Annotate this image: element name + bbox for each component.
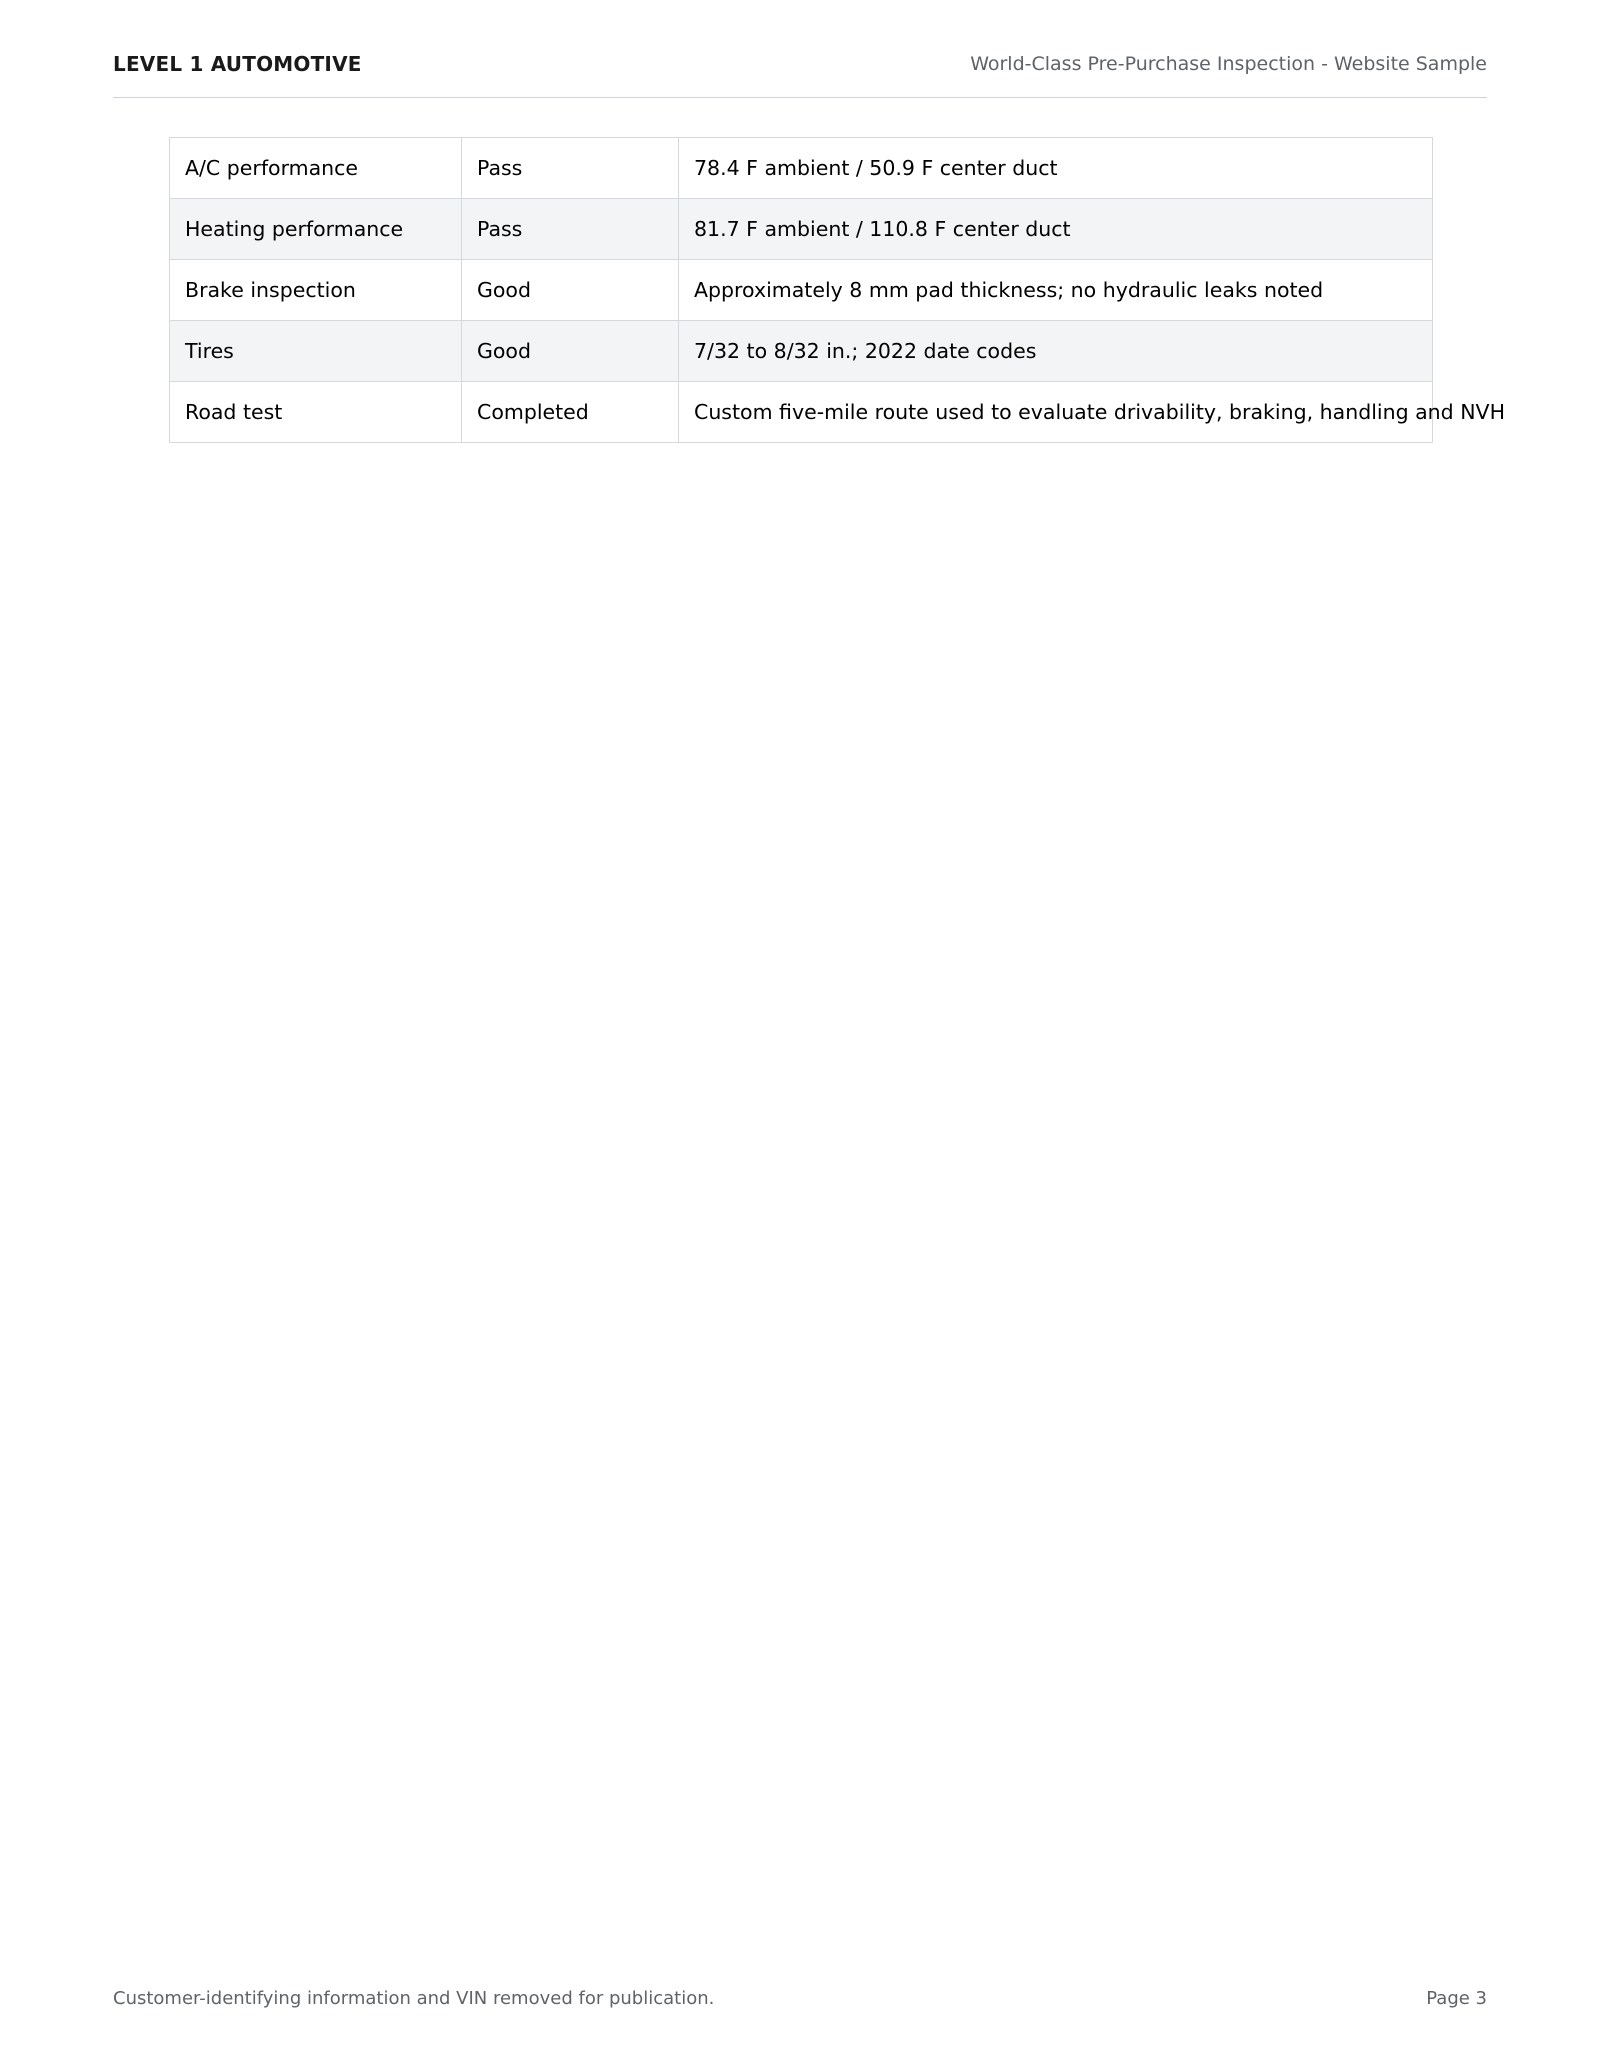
publication-note: Customer-identifying information and VIN removed for publication.	[113, 1988, 715, 2009]
brand-name: LEVEL 1 AUTOMOTIVE	[113, 52, 362, 76]
notes-cell: 7/32 to 8/32 in.; 2022 date codes	[679, 321, 1433, 382]
item-cell: Road test	[170, 382, 462, 443]
page-footer	[113, 1987, 1487, 2011]
result-cell: Good	[462, 321, 679, 382]
page-number: Page 3	[1426, 1988, 1487, 2009]
result-cell: Completed	[462, 382, 679, 443]
result-cell: Good	[462, 260, 679, 321]
table-row	[170, 321, 1433, 382]
table-row	[170, 138, 1433, 199]
table-row	[170, 382, 1433, 443]
inspection-results-table	[169, 137, 1505, 443]
report-subtitle: World-Class Pre-Purchase Inspection - Website Sample	[970, 53, 1487, 75]
notes-cell: 78.4 F ambient / 50.9 F center duct	[679, 138, 1433, 199]
notes-cell: Custom five-mile route used to evaluate drivability, braking, handling and NVH	[679, 382, 1433, 443]
table-row	[170, 199, 1433, 260]
item-cell: Tires	[170, 321, 462, 382]
notes-cell: Approximately 8 mm pad thickness; no hydraulic leaks noted	[679, 260, 1433, 321]
item-cell: A/C performance	[170, 138, 462, 199]
result-cell: Pass	[462, 199, 679, 260]
item-cell: Brake inspection	[170, 260, 462, 321]
item-cell: Heating performance	[170, 199, 462, 260]
notes-cell: 81.7 F ambient / 110.8 F center duct	[679, 199, 1433, 260]
table-row	[170, 260, 1433, 321]
page-header	[113, 52, 1487, 98]
result-cell: Pass	[462, 138, 679, 199]
